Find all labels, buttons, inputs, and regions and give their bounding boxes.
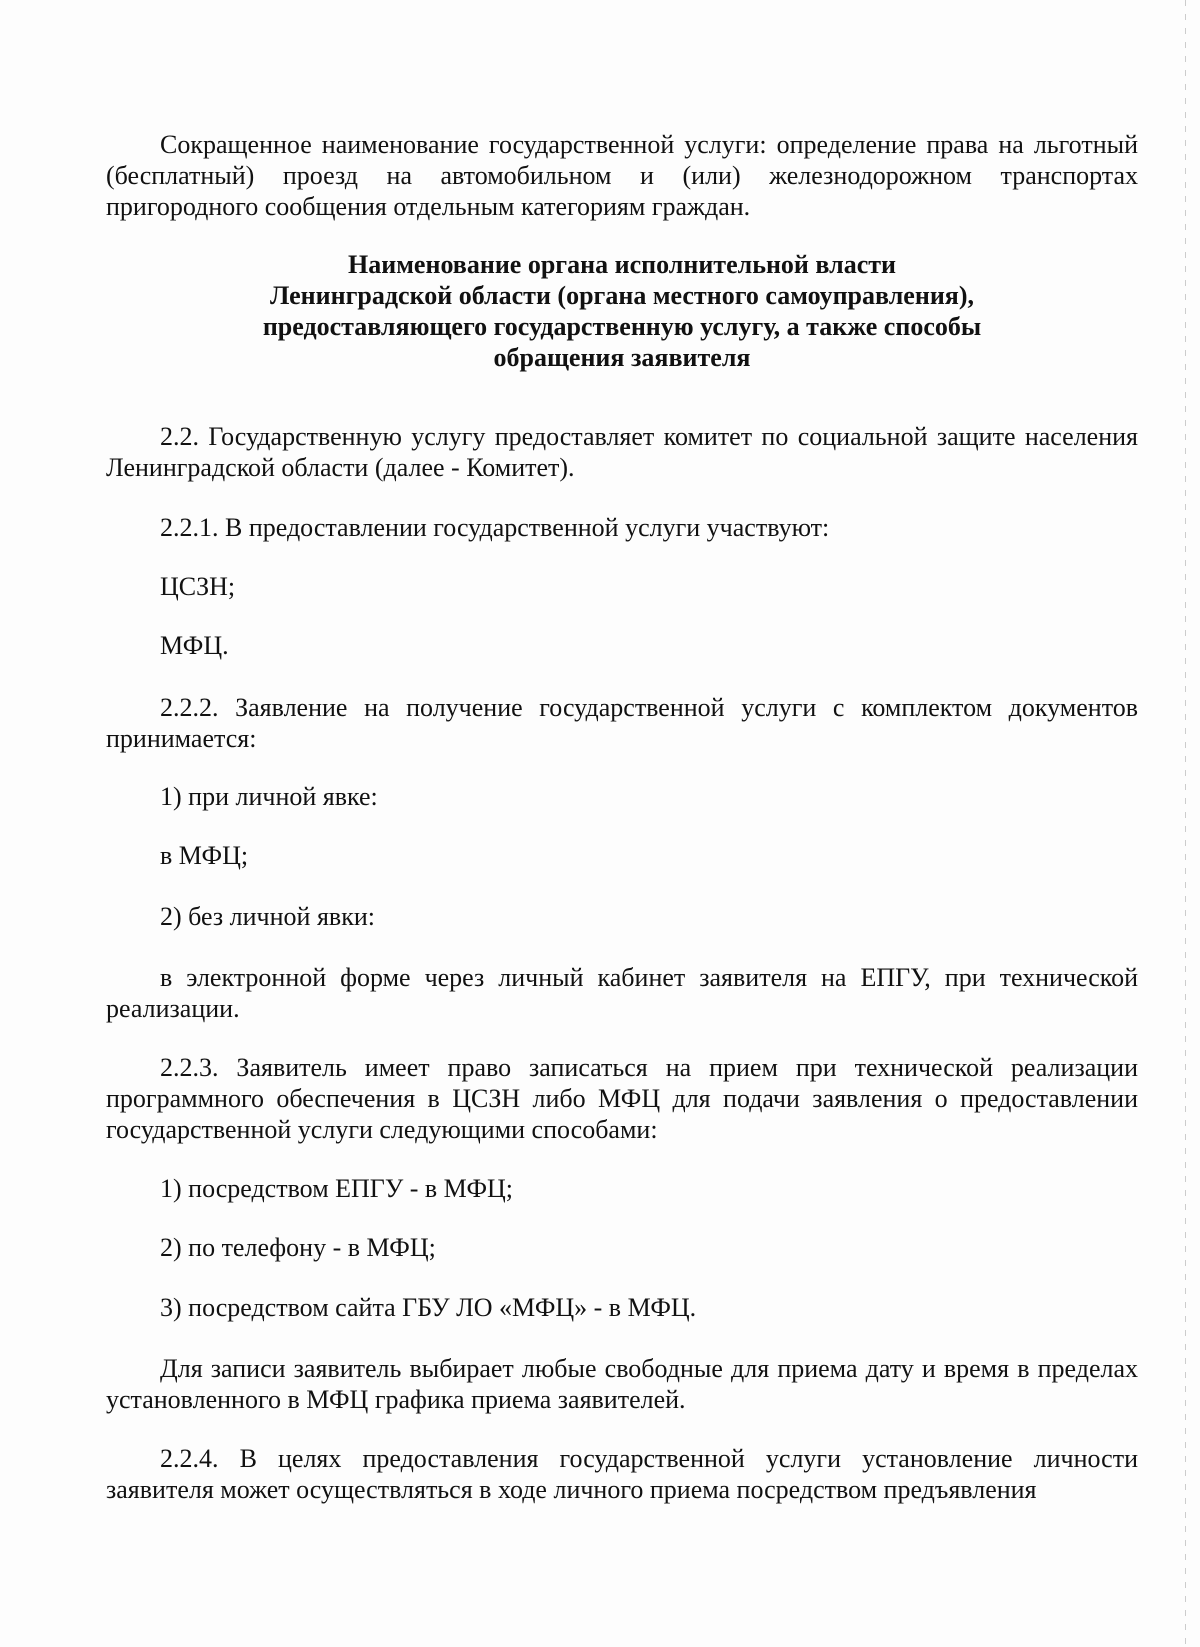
- paragraph-2-2: 2.2. Государственную услугу предоставляет комитет по социальной защите населения Ленинградской области (далее - Комитет).: [106, 422, 1138, 482]
- section-heading: [106, 249, 1138, 373]
- paragraph-record: Для записи заявитель выбирает любые свободные для приема дату и время в пределах установленного в МФЦ графика приема заявителей.: [106, 1354, 1138, 1414]
- paragraph-2-2-1: 2.2.1. В предоставлении государственной услуги участвуют:: [160, 513, 830, 542]
- paragraph-2-2-2-text: 2.2.2. Заявление на получение государственной услуги с комплектом документов принимается:: [106, 693, 1138, 753]
- intro-paragraph: Сокращенное наименование государственной услуги: определение права на льготный (бесплатный) проезд на автомобильном и (или) железнодорожном транспортах пригородного сообщения отдельным категориям граждан.: [106, 130, 1138, 221]
- list-item: 2) по телефону - в МФЦ;: [160, 1233, 436, 1262]
- paragraph-2-2-3: 2.2.3. Заявитель имеет право записаться на прием при технической реализации программного обеспечения в ЦСЗН либо МФЦ для подачи заявления о предоставлении государственной услуги следующими способами:: [106, 1053, 1138, 1144]
- heading-line: Ленинградской области (органа местного самоуправления),: [269, 281, 975, 310]
- heading-line: обращения заявителя: [493, 343, 751, 372]
- heading-line: Наименование органа исполнительной власти: [348, 250, 896, 279]
- list-item: 1) при личной явке:: [160, 782, 378, 811]
- paragraph-2-2-2: [106, 692, 1138, 754]
- list-item: 1) посредством ЕПГУ - в МФЦ;: [160, 1174, 513, 1203]
- paragraph-2-2-4: 2.2.4. В целях предоставления государственной услуги установление личности заявителя может осуществляться в ходе личного приема посредством предъявления: [106, 1444, 1138, 1504]
- list-item: 2) без личной явки:: [160, 902, 375, 931]
- participant-item: МФЦ.: [160, 631, 229, 660]
- list-item: в МФЦ;: [160, 841, 249, 870]
- participant-item: ЦСЗН;: [160, 572, 236, 601]
- heading-line: предоставляющего государственную услугу, а также способы: [262, 312, 982, 341]
- scan-edge-line: [1185, 0, 1186, 1647]
- list-item: 3) посредством сайта ГБУ ЛО «МФЦ» - в МФЦ.: [160, 1293, 697, 1322]
- paragraph-electronic: в электронной форме через личный кабинет заявителя на ЕПГУ, при технической реализации.: [106, 963, 1138, 1023]
